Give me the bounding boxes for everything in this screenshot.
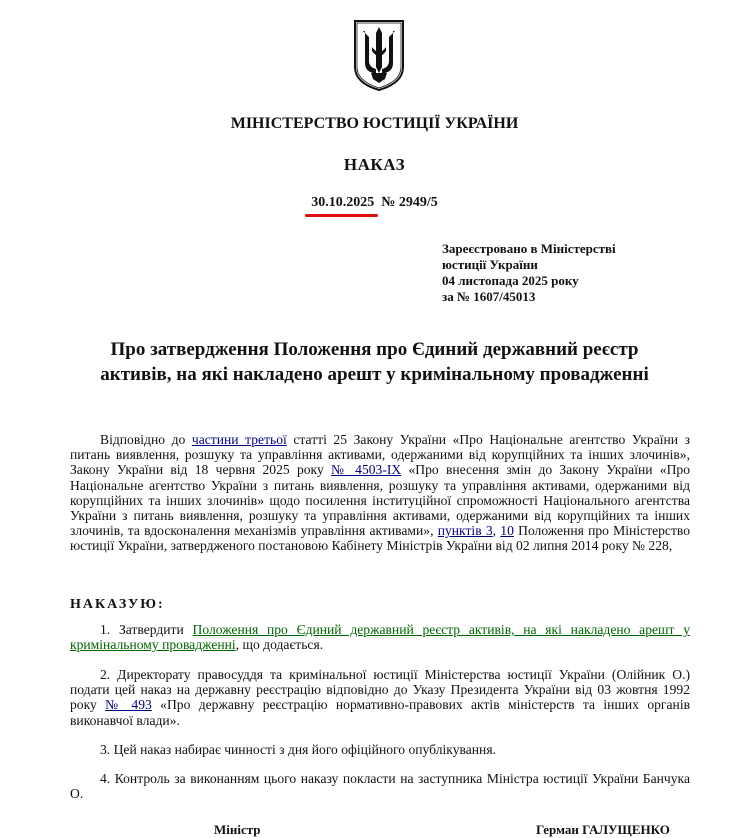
- order-item-4: [70, 771, 690, 801]
- link-point-10[interactable]: 10: [500, 523, 514, 539]
- preamble-text: Положення про Міністерство юстиції України, затвердженого постановою Кабінету Міністрів України від 02 липня 2014 року № 228,: [70, 523, 691, 554]
- order-date-line: [0, 195, 749, 211]
- link-regulation[interactable]: Положення про Єдиний державний реєстр активів, на які накладено арешт у кримінальному провадженні: [70, 622, 690, 653]
- order-item-1: [70, 622, 690, 652]
- registration-line: юстиції України: [442, 257, 538, 272]
- order-date-text: 30.10.2025: [311, 195, 375, 210]
- item-text: , що додається.: [235, 637, 324, 653]
- preamble-text: статті 25 Закону України «Про Національне агентство України з питань виявлення, розшуку та управління активами, одержаними від корупційних та інших злочинів», Закону України від 18 червня 2025 року: [70, 432, 691, 478]
- order-number: № 2949/5: [381, 195, 438, 210]
- registration-line: 04 листопада 2025 року: [442, 273, 579, 288]
- date-highlight-underline: [305, 214, 378, 217]
- coat-of-arms-icon: [349, 17, 409, 93]
- registration-line: Зареєстровано в Міністерстві: [442, 241, 616, 256]
- link-part-three[interactable]: частини третьої: [191, 432, 287, 447]
- order-date: [311, 195, 374, 211]
- order-item-2: [70, 667, 690, 728]
- item-text: «Про державну реєстрацію нормативно-правових актів міністерств та інших органів виконавчої влади».: [70, 697, 691, 728]
- ministry-name: МІНІСТЕРСТВО ЮСТИЦІЇ УКРАЇНИ: [230, 115, 519, 132]
- registration-block: [442, 241, 616, 305]
- item-text: 1. Затвердити: [100, 622, 193, 637]
- registration-line: за № 1607/45013: [442, 289, 536, 304]
- item-text: 3. Цей наказ набирає чинності з дня його офіційного опублікування.: [100, 742, 496, 757]
- link-point-3[interactable]: пунктів 3: [437, 523, 493, 539]
- link-law-4503[interactable]: № 4503-IX: [331, 462, 402, 478]
- signature-position: Міністр: [214, 822, 261, 837]
- document-type: НАКАЗ: [343, 155, 406, 174]
- signature-name: Герман ГАЛУЩЕНКО: [536, 822, 670, 837]
- document-title: Про затвердження Положення про Єдиний державний реєстр активів, на які накладено арешт у кримінальному провадженні: [100, 339, 649, 385]
- order-item-3: [70, 742, 690, 757]
- order-directive-heading: НАКАЗУЮ:: [70, 597, 165, 612]
- link-decree-493[interactable]: № 493: [105, 697, 152, 713]
- preamble-text: ,: [492, 523, 501, 539]
- item-text: 4. Контроль за виконанням цього наказу покласти на заступника Міністра юстиції України Банчука О.: [70, 771, 690, 802]
- preamble-text: Відповідно до: [100, 432, 192, 447]
- preamble-paragraph: [70, 432, 690, 554]
- item-text: 2. Директорату правосуддя та кримінальної юстиції Міністерства юстиції України (Олійник О.) подати цей наказ на державну реєстрацію відповідно до Указу Президента України від 03 жовтня 1992 року: [70, 667, 690, 713]
- preamble-text: «Про внесення змін до Закону України «Про Національне агентство України з питань виявлення, розшуку та управління активами, одержаними від корупційних та інших злочинів» щодо посилення інституційної спроможності Національного агентства України з питань виявлення, розшуку та управління активами, одержаними від корупційних та інших злочинів, та вдосконалення механізмів управління активами»,: [70, 462, 690, 539]
